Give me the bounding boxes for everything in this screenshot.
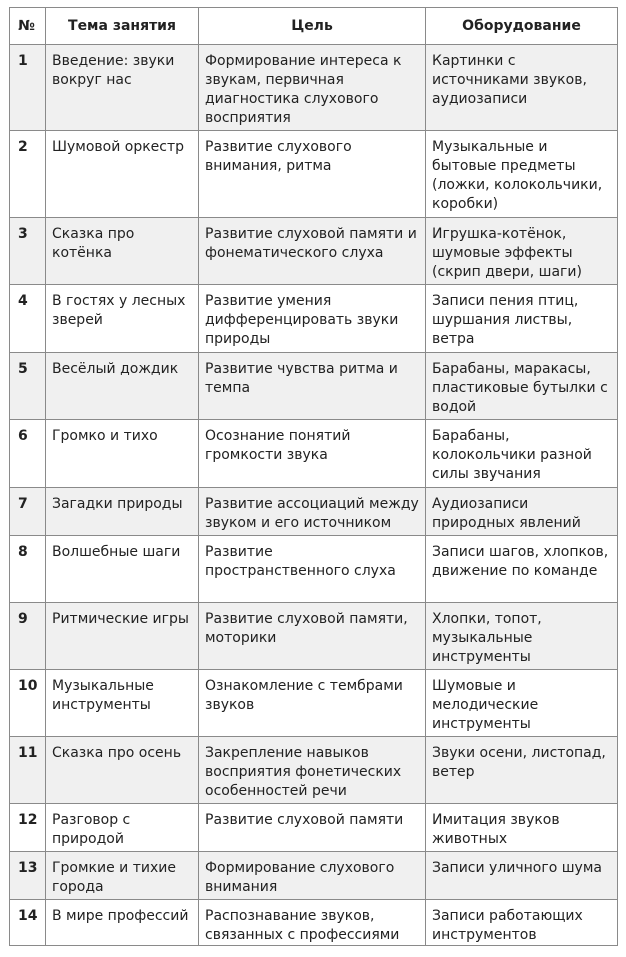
- row-number: 6: [10, 420, 46, 488]
- row-equipment: Хлопки, топот, музыкальные инструменты: [426, 603, 618, 670]
- row-goal: Развитие умения дифференцировать звуки природы: [199, 285, 426, 353]
- row-equipment: Записи шагов, хлопков, движение по команде: [426, 536, 618, 603]
- row-number: 7: [10, 488, 46, 536]
- row-equipment: Картинки с источниками звуков, аудиозаписи: [426, 45, 618, 131]
- row-number: 5: [10, 353, 46, 420]
- row-topic: Громкие и тихие города: [46, 852, 199, 900]
- row-number: 9: [10, 603, 46, 670]
- row-topic: Шумовой оркестр: [46, 131, 199, 218]
- row-number: 11: [10, 737, 46, 804]
- row-equipment: Записи пения птиц, шуршания листвы, ветра: [426, 285, 618, 353]
- row-topic: Сказка про осень: [46, 737, 199, 804]
- table-row: [10, 488, 618, 536]
- table-row: [10, 536, 618, 603]
- row-number: 4: [10, 285, 46, 353]
- row-number: 13: [10, 852, 46, 900]
- row-number: 10: [10, 670, 46, 737]
- row-goal: Развитие чувства ритма и темпа: [199, 353, 426, 420]
- row-goal: Закрепление навыков восприятия фонетических особенностей речи: [199, 737, 426, 804]
- row-equipment: Записи работающих инструментов: [426, 900, 618, 946]
- row-topic: Громко и тихо: [46, 420, 199, 488]
- row-number: 3: [10, 218, 46, 285]
- row-topic: Сказка про котёнка: [46, 218, 199, 285]
- row-goal: Развитие слуховой памяти: [199, 804, 426, 852]
- row-equipment: Аудиозаписи природных явлений: [426, 488, 618, 536]
- table-row: [10, 603, 618, 670]
- row-goal: Осознание понятий громкости звука: [199, 420, 426, 488]
- table-body: [10, 45, 618, 946]
- header-row: [10, 8, 618, 45]
- row-goal: Развитие пространственного слуха: [199, 536, 426, 603]
- row-equipment: Барабаны, маракасы, пластиковые бутылки с водой: [426, 353, 618, 420]
- row-equipment: Звуки осени, листопад, ветер: [426, 737, 618, 804]
- table-row: [10, 353, 618, 420]
- table-row: [10, 804, 618, 852]
- table-row: [10, 420, 618, 488]
- table-row: [10, 852, 618, 900]
- row-topic: Загадки природы: [46, 488, 199, 536]
- header-equipment: Оборудование: [426, 8, 618, 45]
- row-topic: В гостях у лесных зверей: [46, 285, 199, 353]
- table-row: [10, 900, 618, 946]
- row-goal: Формирование интереса к звукам, первичная диагностика слухового восприятия: [199, 45, 426, 131]
- table-row: [10, 737, 618, 804]
- row-number: 8: [10, 536, 46, 603]
- row-equipment: Шумовые и мелодические инструменты: [426, 670, 618, 737]
- row-goal: Развитие слуховой памяти, моторики: [199, 603, 426, 670]
- row-number: 1: [10, 45, 46, 131]
- row-equipment: Имитация звуков животных: [426, 804, 618, 852]
- row-equipment: Записи уличного шума: [426, 852, 618, 900]
- row-number: 12: [10, 804, 46, 852]
- header-topic: Тема занятия: [46, 8, 199, 45]
- table-row: [10, 218, 618, 285]
- table-row: [10, 285, 618, 353]
- row-topic: Волшебные шаги: [46, 536, 199, 603]
- row-topic: Введение: звуки вокруг нас: [46, 45, 199, 131]
- row-equipment: Игрушка-котёнок, шумовые эффекты (скрип двери, шаги): [426, 218, 618, 285]
- table-row: [10, 45, 618, 131]
- row-goal: Ознакомление с тембрами звуков: [199, 670, 426, 737]
- table-header: [10, 8, 618, 45]
- lesson-plan-table: [9, 7, 618, 946]
- table-row: [10, 131, 618, 218]
- row-topic: Музыкальные инструменты: [46, 670, 199, 737]
- header-number: №: [10, 8, 46, 45]
- row-goal: Распознавание звуков, связанных с профессиями: [199, 900, 426, 946]
- row-equipment: Барабаны, колокольчики разной силы звучания: [426, 420, 618, 488]
- row-number: 2: [10, 131, 46, 218]
- header-goal: Цель: [199, 8, 426, 45]
- row-topic: Весёлый дождик: [46, 353, 199, 420]
- row-goal: Развитие ассоциаций между звуком и его источником: [199, 488, 426, 536]
- row-goal: Развитие слуховой памяти и фонематического слуха: [199, 218, 426, 285]
- row-goal: Развитие слухового внимания, ритма: [199, 131, 426, 218]
- row-topic: Ритмические игры: [46, 603, 199, 670]
- row-number: 14: [10, 900, 46, 946]
- table-row: [10, 670, 618, 737]
- row-goal: Формирование слухового внимания: [199, 852, 426, 900]
- row-topic: В мире профессий: [46, 900, 199, 946]
- row-equipment: Музыкальные и бытовые предметы (ложки, колокольчики, коробки): [426, 131, 618, 218]
- row-topic: Разговор с природой: [46, 804, 199, 852]
